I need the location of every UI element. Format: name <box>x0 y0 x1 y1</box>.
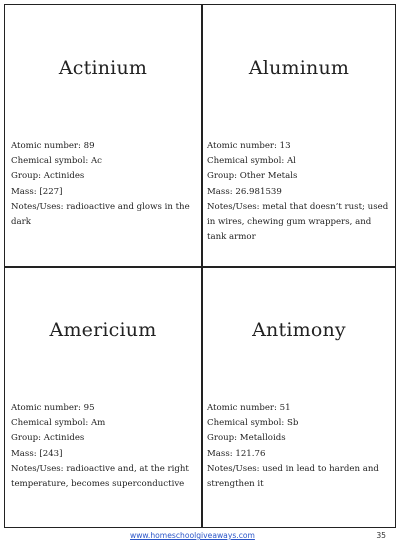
element-mass: Mass: [243] <box>11 448 63 459</box>
element-group: Group: Metalloids <box>207 433 286 444</box>
card-antimony <box>201 267 397 528</box>
chemical-symbol: Chemical symbol: Al <box>207 156 296 167</box>
element-notes: Notes/Uses: used in lead to harden and strengthen it <box>207 463 379 490</box>
atomic-number: Atomic number: 51 <box>207 403 291 413</box>
page-footer <box>0 531 400 543</box>
chemical-symbol: Chemical symbol: Ac <box>11 156 102 167</box>
card-aluminum <box>201 5 397 266</box>
element-group: Group: Actinides <box>11 171 85 182</box>
element-info <box>207 139 391 245</box>
element-mass: Mass: [227] <box>11 186 63 197</box>
element-group: Group: Actinides <box>11 433 85 444</box>
card-actinium <box>5 5 201 266</box>
chemical-symbol: Chemical symbol: Am <box>11 418 106 429</box>
element-notes: Notes/Uses: metal that doesn’t rust; used in wires, chewing gum wrappers, and tank armor <box>207 201 389 243</box>
flashcard-grid <box>4 4 396 528</box>
chemical-symbol: Chemical symbol: Sb <box>207 418 299 429</box>
card-americium <box>5 267 201 528</box>
element-mass: Mass: 26.981539 <box>207 186 282 197</box>
element-name: Aluminum <box>248 57 350 79</box>
element-group: Group: Other Metals <box>207 171 298 182</box>
atomic-number: Atomic number: 95 <box>11 403 95 413</box>
element-name: Americium <box>49 319 157 341</box>
element-info <box>11 139 195 230</box>
element-info <box>207 401 391 492</box>
element-info <box>11 401 195 492</box>
element-name: Actinium <box>58 57 148 79</box>
page-number: 35 <box>376 531 386 540</box>
element-name: Antimony <box>252 319 346 341</box>
element-mass: Mass: 121.76 <box>207 448 266 459</box>
element-notes: Notes/Uses: radioactive and, at the right temperature, becomes superconductive <box>11 463 189 490</box>
website-link[interactable]: www.homeschoolgiveaways.com <box>130 531 255 540</box>
atomic-number: Atomic number: 13 <box>207 141 291 151</box>
element-notes: Notes/Uses: radioactive and glows in the dark <box>11 201 190 228</box>
atomic-number: Atomic number: 89 <box>11 141 95 151</box>
